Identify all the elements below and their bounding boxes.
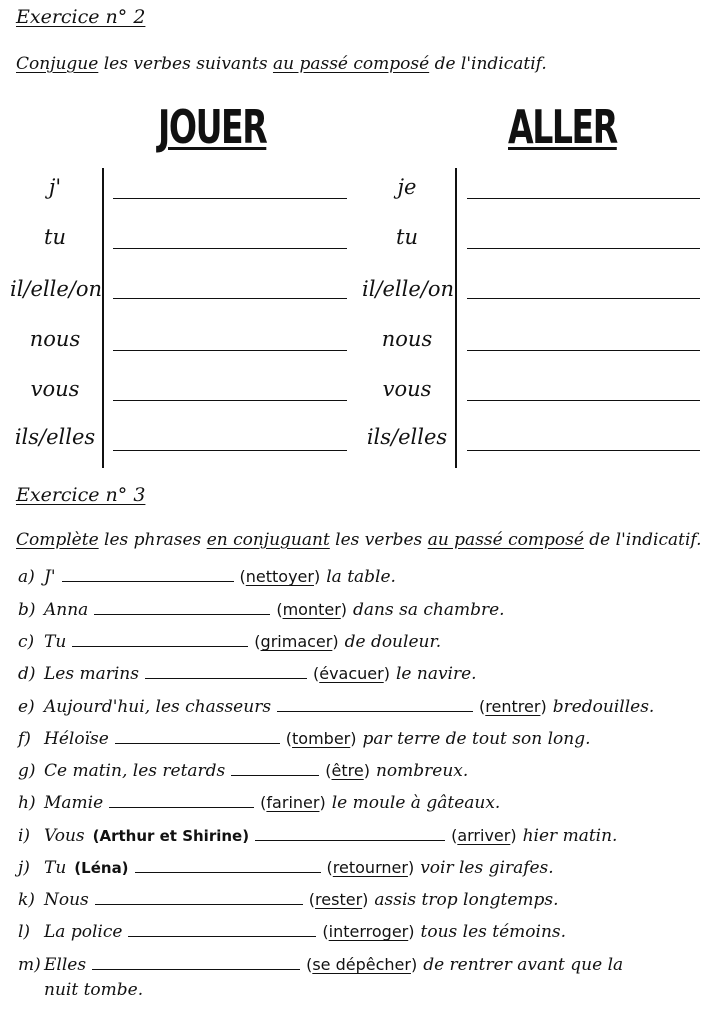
answer-blank[interactable] <box>128 922 316 937</box>
sentence-item <box>18 600 505 620</box>
sentence-end: assis trop longtemps. <box>374 890 559 910</box>
sentence-start: Aujourd'hui, les chasseurs <box>44 697 272 717</box>
pronoun-right: ils/elles <box>366 425 448 449</box>
sentence-item <box>18 632 441 652</box>
answer-blank[interactable] <box>92 955 300 970</box>
verb-heading-aller: ALLER <box>508 100 617 154</box>
verb-to-conjugate: (évacuer) <box>312 664 390 683</box>
item-marker: f) <box>18 729 31 749</box>
verb-to-conjugate: (se dépêcher) <box>306 955 418 974</box>
pronoun-left: j' <box>48 175 62 199</box>
answer-line-aller[interactable] <box>467 298 700 299</box>
verb-infinitive: fariner <box>266 793 320 812</box>
verb-to-conjugate: (monter) <box>276 600 348 619</box>
verb-infinitive: interroger <box>328 922 409 941</box>
sentence-start: J' <box>44 567 56 587</box>
item-marker: c) <box>18 632 35 652</box>
answer-line-aller[interactable] <box>467 350 700 351</box>
exercise-2-instruction <box>16 54 547 74</box>
verb-infinitive: rester <box>315 890 363 909</box>
sentence-start: Ce matin, les retards <box>44 761 226 781</box>
sentence-end: nombreux. <box>375 761 469 781</box>
verb-infinitive: tomber <box>292 729 351 748</box>
verb-to-conjugate: (retourner) <box>326 858 415 877</box>
sentence-item <box>18 858 554 878</box>
sentence-end: la table. <box>326 567 396 587</box>
verb-heading-jouer: JOUER <box>158 100 267 154</box>
sentence-start: Elles <box>44 955 87 975</box>
exercise-3-instruction <box>16 530 701 550</box>
sentence-item <box>18 664 477 684</box>
answer-line-jouer[interactable] <box>113 298 347 299</box>
answer-line-aller[interactable] <box>467 400 700 401</box>
sentence-end: tous les témoins. <box>420 922 567 942</box>
answer-line-jouer[interactable] <box>113 450 347 451</box>
sentence-item <box>18 826 617 846</box>
sentence-item <box>18 955 623 975</box>
table-divider <box>455 168 457 468</box>
sentence-end: voir les girafes. <box>420 858 554 878</box>
verb-infinitive: grimacer <box>260 632 333 651</box>
instruction-word: de l'indicatif. <box>583 530 702 550</box>
answer-blank[interactable] <box>277 697 473 712</box>
sentence-item <box>18 890 559 910</box>
verb-infinitive: rentrer <box>485 697 541 716</box>
instruction-word: les verbes <box>329 530 428 550</box>
verb-to-conjugate: (nettoyer) <box>239 567 321 586</box>
verb-to-conjugate: (rester) <box>308 890 369 909</box>
verb-to-conjugate: (interroger) <box>322 922 415 941</box>
instruction-word: Complète <box>16 530 99 550</box>
verb-infinitive: retourner <box>332 858 408 877</box>
verb-to-conjugate: (arriver) <box>451 826 517 845</box>
instruction-word: les verbes suivants <box>98 54 273 74</box>
pronoun-left: nous <box>29 327 81 351</box>
verb-to-conjugate: (rentrer) <box>479 697 547 716</box>
item-marker: h) <box>18 793 36 813</box>
sentence-item <box>18 567 396 587</box>
item-marker: b) <box>18 600 36 620</box>
verb-to-conjugate: (tomber) <box>285 729 357 748</box>
item-marker: k) <box>18 890 35 910</box>
verb-to-conjugate: (être) <box>325 761 370 780</box>
answer-blank[interactable] <box>115 729 280 744</box>
item-marker: d) <box>18 664 36 684</box>
verb-to-conjugate: (grimacer) <box>254 632 339 651</box>
item-marker: a) <box>18 567 35 587</box>
pronoun-right: il/elle/on <box>362 277 455 301</box>
answer-blank[interactable] <box>62 567 234 582</box>
item-marker: j) <box>18 858 30 878</box>
answer-line-jouer[interactable] <box>113 198 347 199</box>
pronoun-left: tu <box>44 225 66 249</box>
sentence-item <box>18 729 591 749</box>
name-in-parentheses: (Arthur et Shirine) <box>92 827 250 845</box>
sentence-start: Mamie <box>44 793 104 813</box>
answer-blank[interactable] <box>231 761 319 776</box>
instruction-word: de l'indicatif. <box>429 54 547 74</box>
answer-blank[interactable] <box>145 664 307 679</box>
answer-line-jouer[interactable] <box>113 248 347 249</box>
sentence-end: de rentrer avant que la <box>423 955 624 975</box>
verb-infinitive: se dépêcher <box>312 955 411 974</box>
item-marker: i) <box>18 826 31 846</box>
verb-infinitive: nettoyer <box>245 567 314 586</box>
verb-infinitive: être <box>331 761 364 780</box>
item-marker: m) <box>18 955 41 975</box>
answer-blank[interactable] <box>109 793 254 808</box>
answer-blank[interactable] <box>94 600 270 615</box>
sentence-start: Vous <box>44 826 85 846</box>
sentence-start: Tu <box>44 632 67 652</box>
instruction-word: au passé composé <box>427 530 584 550</box>
name-in-parentheses: (Léna) <box>74 859 129 877</box>
sentence-start: Anna <box>44 600 89 620</box>
sentence-end: bredouilles. <box>552 697 655 717</box>
table-divider <box>102 168 104 468</box>
sentence-start: Tu <box>44 858 67 878</box>
pronoun-right: je <box>397 175 417 199</box>
verb-infinitive: évacuer <box>319 664 384 683</box>
pronoun-left: ils/elles <box>14 425 96 449</box>
item-marker: g) <box>18 761 36 781</box>
sentence-end: dans sa chambre. <box>353 600 505 620</box>
instruction-word: Conjugue <box>16 54 99 74</box>
verb-infinitive: arriver <box>457 826 511 845</box>
pronoun-right: vous <box>382 377 432 401</box>
sentence-start: Héloïse <box>44 729 109 749</box>
sentence-item <box>18 697 654 717</box>
sentence-end: par terre de tout son long. <box>362 729 591 749</box>
answer-line-jouer[interactable] <box>113 400 347 401</box>
exercise-2-title: Exercice n° 2 <box>16 6 146 28</box>
answer-blank[interactable] <box>72 632 248 647</box>
item-marker: l) <box>18 922 31 942</box>
item-marker: e) <box>18 697 35 717</box>
sentence-item <box>18 761 468 781</box>
verb-infinitive: monter <box>282 600 341 619</box>
sentence-end: hier matin. <box>522 826 618 846</box>
pronoun-right: tu <box>396 225 418 249</box>
sentence-end: de douleur. <box>344 632 442 652</box>
answer-line-jouer[interactable] <box>113 350 347 351</box>
sentence-item <box>18 922 566 942</box>
sentence-end: le navire. <box>395 664 477 684</box>
instruction-word: les phrases <box>98 530 207 550</box>
exercise-3-title: Exercice n° 3 <box>16 484 146 506</box>
verb-to-conjugate: (fariner) <box>260 793 326 812</box>
pronoun-left: il/elle/on <box>10 277 103 301</box>
pronoun-right: nous <box>381 327 433 351</box>
sentence-end: le moule à gâteaux. <box>331 793 501 813</box>
instruction-word: en conjuguant <box>206 530 330 550</box>
answer-line-aller[interactable] <box>467 450 700 451</box>
sentence-end: nuit tombe. <box>44 980 144 1000</box>
answer-blank[interactable] <box>255 826 445 841</box>
instruction-word: au passé composé <box>272 54 430 74</box>
answer-line-aller[interactable] <box>467 198 700 199</box>
sentence-start: Les marins <box>44 664 139 684</box>
sentence-start: La police <box>44 922 123 942</box>
sentence-start: Nous <box>44 890 89 910</box>
answer-blank[interactable] <box>135 858 321 873</box>
sentence-continuation <box>44 980 143 1000</box>
sentence-item <box>18 793 500 813</box>
answer-blank[interactable] <box>95 890 303 905</box>
answer-line-aller[interactable] <box>467 248 700 249</box>
pronoun-left: vous <box>30 377 80 401</box>
